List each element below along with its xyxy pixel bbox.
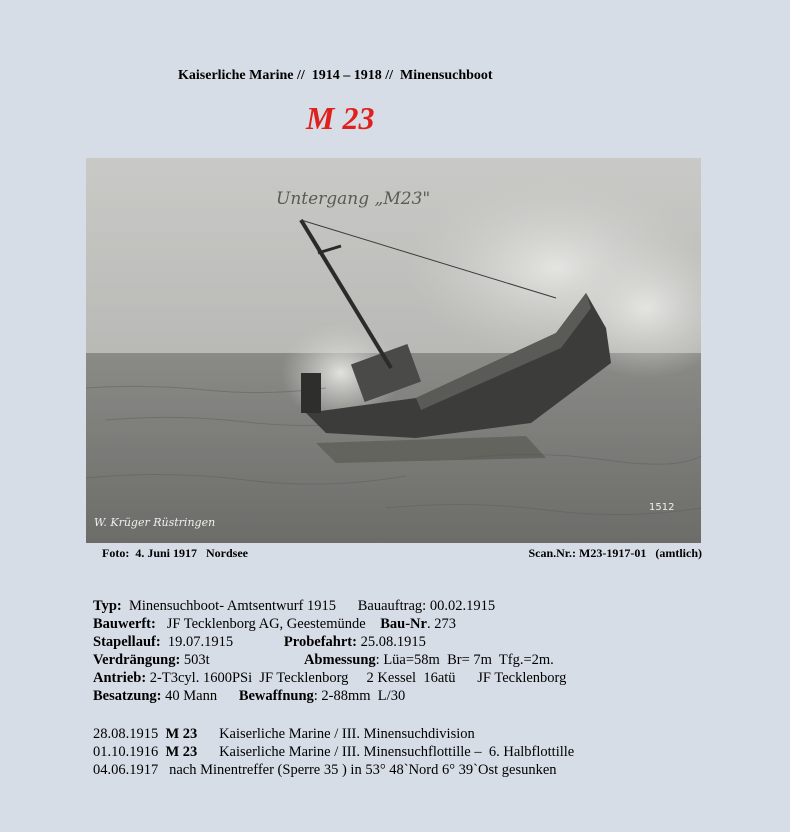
ship-funnel (301, 373, 321, 413)
spec-label: Abmessung (303, 652, 376, 668)
spec-label: Besatzung: (93, 688, 162, 704)
history-text: Kaiserliche Marine / III. Minensuchdivision (197, 726, 475, 742)
spec-label: Probefahrt: (283, 634, 357, 650)
spec-value: 2-T3cyl. 1600PSi JF Tecklenborg 2 Kessel 16atü JF Tecklenborg (146, 670, 567, 686)
history-row (93, 743, 574, 761)
spec-label: Stapellauf: (93, 634, 161, 650)
spec-value: 40 Mann (161, 688, 239, 704)
history-row (93, 761, 574, 779)
spec-label: Bewaffnung (238, 688, 314, 704)
spec-value: . 273 (426, 616, 456, 632)
spec-row-verdraengung (93, 651, 566, 669)
spec-row-stapellauf (93, 633, 566, 651)
spec-label: Bauwerft: (93, 616, 156, 632)
plate-number: 1512 (649, 502, 675, 513)
spec-value: JF Tecklenborg AG, Geestemünde (155, 616, 381, 632)
spec-value: 19.07.1915 (160, 634, 284, 650)
spec-value: 503t (180, 652, 304, 668)
spec-value: : Lüa=58m Br= 7m Tfg.=2m. (375, 652, 554, 668)
history-text: Kaiserliche Marine / III. Minensuchflottille – 6. Halbflottille (197, 744, 575, 760)
spec-label: Bau-Nr (380, 616, 427, 632)
ship-name-title: M 23 (306, 100, 375, 136)
photographer-mark: W. Krüger Rüstringen (94, 516, 216, 529)
spec-row-besatzung (93, 687, 566, 705)
spec-label: Verdrängung: (93, 652, 181, 668)
technical-specs (93, 597, 566, 705)
photo-caption-left: Foto: 4. Juni 1917 Nordsee (102, 546, 248, 560)
history-row (93, 725, 574, 743)
spec-value: 25.08.1915 (356, 634, 426, 650)
photo-inscription: Untergang „M23" (276, 189, 431, 209)
history-ship-name: M 23 (165, 726, 198, 742)
spec-label: Antrieb: (93, 670, 147, 686)
spec-value: : 2-88mm L/30 (313, 688, 406, 704)
history-date: 01.10.1916 (93, 744, 166, 760)
photo-caption-right: Scan.Nr.: M23-1917-01 (amtlich) (528, 546, 702, 560)
historical-photo-sinking (86, 158, 701, 543)
history-ship-name: M 23 (165, 744, 198, 760)
history-date: 04.06.1917 nach Minentreffer (Sperre 35 ) in 53° 48`Nord 6° 39`Ost gesunken (93, 762, 557, 778)
spec-row-bauwerft (93, 615, 566, 633)
history-date: 28.08.1915 (93, 726, 166, 742)
spec-row-typ (93, 597, 566, 615)
document-header: Kaiserliche Marine // 1914 – 1918 // Minensuchboot (178, 68, 493, 83)
spec-row-antrieb (93, 669, 566, 687)
spec-value: Minensuchboot- Amtsentwurf 1915 Bauauftrag: 00.02.1915 (121, 598, 496, 614)
spec-label: Typ: (93, 598, 122, 614)
service-history (93, 725, 574, 779)
